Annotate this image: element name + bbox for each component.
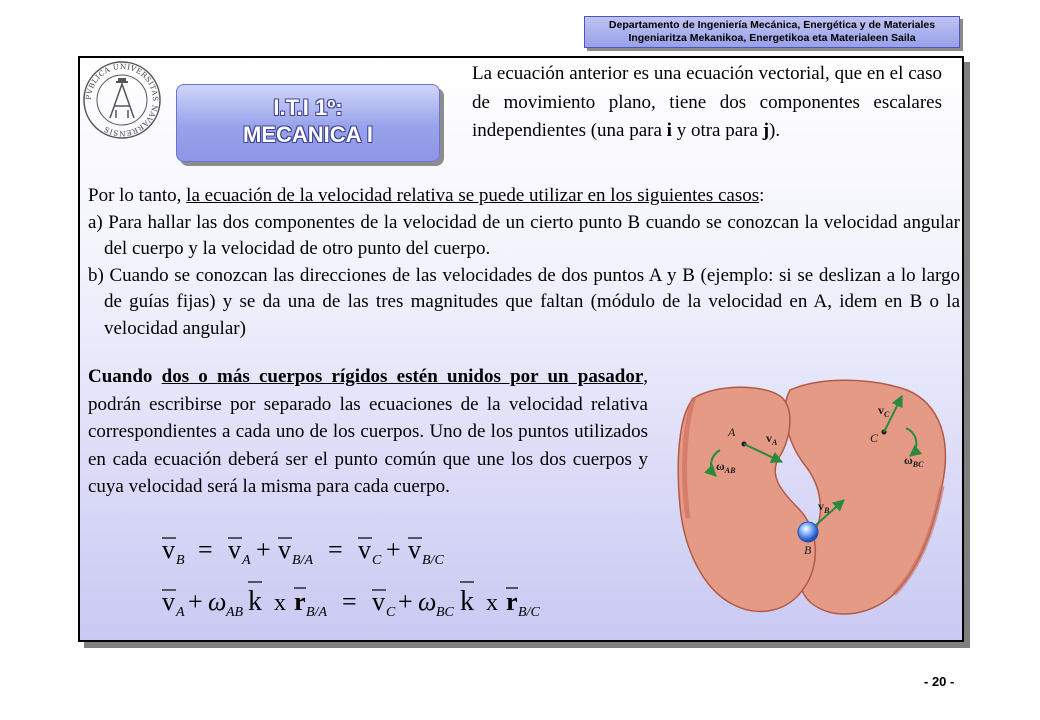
intro-paragraph: La ecuación anterior es una ecuación vectorial, que en el caso de movimiento plano, tiene dos componentes escalares independientes (una para i y otra para j). (472, 63, 942, 141)
svg-text:B/C: B/C (518, 605, 540, 620)
svg-text:v: v (408, 535, 421, 564)
svg-text:r: r (506, 587, 518, 616)
svg-text:v: v (372, 587, 385, 616)
svg-text:B/A: B/A (292, 553, 313, 568)
svg-text:C: C (372, 553, 382, 568)
svg-text:A: A (176, 605, 185, 620)
svg-text:ω: ω (418, 587, 437, 616)
svg-text:=: = (342, 587, 357, 616)
point-b-label: B (804, 543, 812, 557)
svg-text:k: k (248, 586, 262, 617)
point-a-label: A (728, 425, 736, 439)
omega-ab-label: $\omega_{AB}$ (716, 459, 736, 475)
svg-text:PVBLICA UNIVERSITAS NAVARRENSI: PVBLICA UNIVERSITAS NAVARRENSIS (83, 61, 161, 139)
course-code: I.T.I 1º: (273, 95, 343, 120)
velocity-c-label: $v_C$ (878, 403, 890, 419)
svg-text:=: = (328, 535, 343, 564)
svg-text:B/A: B/A (306, 605, 327, 620)
svg-text:A: A (242, 553, 251, 568)
cases-lead: Por lo tanto, la ecuación de la velocidad relativa se puede utilizar en los siguientes casos: (88, 185, 765, 206)
velocity-b-label: $v_B$ (818, 499, 830, 515)
svg-text:AB: AB (226, 605, 244, 620)
pinned-bodies-paragraph: Cuando dos o más cuerpos rígidos estén unidos por un pasador, podrán escribirse por separado las ecuaciones de la velocidad relativa correspondientes a cada uno de los cuerpos. Uno de los puntos utilizados en cada ecuación deberá ser el punto común que une los dos cuerpos y cuya velocidad será la misma para cada cuerpo. (88, 366, 649, 497)
svg-text:+: + (256, 535, 271, 564)
page-number: - 20 - (924, 674, 955, 689)
svg-text:=: = (198, 535, 213, 564)
university-seal-logo (82, 60, 162, 140)
svg-text:C: C (386, 605, 396, 620)
course-title-box (176, 84, 440, 162)
pin-b (798, 522, 818, 542)
course-name: MECANICA I (243, 122, 373, 147)
svg-text:B: B (176, 553, 185, 568)
svg-text:B/C: B/C (422, 553, 444, 568)
equation-velocity-b (162, 535, 444, 568)
velocity-a-label: $v_A$ (766, 431, 778, 447)
svg-text:v: v (162, 587, 175, 616)
pinned-bodies-figure (672, 368, 954, 636)
svg-text:+: + (386, 535, 401, 564)
case-a: a) Para hallar las dos componentes de la velocidad de un cierto punto B cuando se conozcan la velocidad angular del cuerpo y la velocidad de otro punto del cuerpo. (88, 211, 960, 259)
svg-text:v: v (358, 535, 371, 564)
department-banner (584, 16, 960, 48)
svg-text:v: v (162, 535, 175, 564)
svg-text:x: x (274, 590, 286, 616)
svg-text:BC: BC (436, 605, 454, 620)
department-name-es: Departamento de Ingeniería Mecánica, Energética y de Materiales (608, 19, 936, 31)
svg-text:ω: ω (208, 587, 227, 616)
svg-text:+: + (188, 587, 203, 616)
svg-text:v: v (278, 535, 291, 564)
cases-paragraph (88, 183, 960, 342)
svg-text:x: x (486, 590, 498, 616)
svg-text:+: + (398, 587, 413, 616)
equation-velocity-b-expanded (162, 582, 540, 620)
svg-text:r: r (294, 587, 306, 616)
point-c-label: C (870, 431, 879, 445)
department-name-eu: Ingeniaritza Mekanikoa, Energetikoa eta Materialeen Saila (628, 32, 916, 44)
omega-bc-label: $\omega_{BC}$ (904, 453, 924, 469)
svg-text:k: k (460, 586, 474, 617)
case-b: b) Cuando se conozcan las direcciones de las velocidades de dos puntos A y B (ejemplo: si se deslizan a lo largo de guías fijas) y se da una de las tres magnitudes que faltan (módulo de la velocidad en A, idem en B o la velocidad angular) (88, 264, 960, 339)
relative-velocity-equations (150, 530, 650, 630)
svg-text:v: v (228, 535, 241, 564)
